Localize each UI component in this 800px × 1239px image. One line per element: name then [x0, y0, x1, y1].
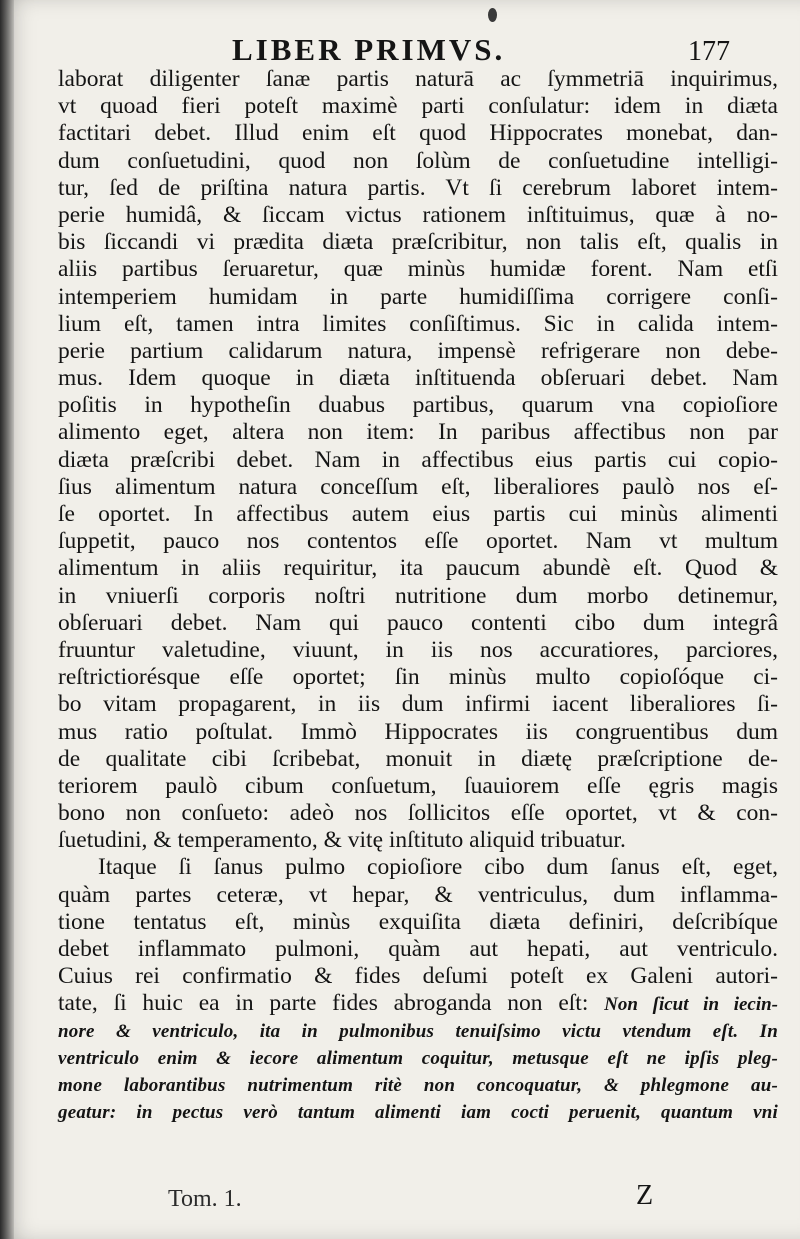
page-footer — [0, 1180, 800, 1230]
text-line: aliis partibus ſeruaretur, quæ minùs humidæ forent. Nam etſi — [58, 256, 778, 283]
text-line: ſius alimentum natura conceſſum eſt, liberaliores paulò nos eſ- — [58, 473, 778, 500]
quote-line: nore & ventriculo, ita in pulmonibus tenuiſsimo victu vtendum eſt. In — [58, 1020, 778, 1042]
text-line: alimento eget, altera non item: In paribus affectibus non par — [58, 419, 778, 446]
text-line: reſtrictiorésque eſſe oportet; ſin minùs multo copioſóque ci- — [58, 664, 778, 691]
text-line: obſeruari debet. Nam qui pauco contenti cibo dum integrâ — [58, 609, 778, 636]
text-line: Cuius rei confirmatio & fides deſumi poteſt ex Galeni autori- — [58, 963, 778, 990]
text-line: lium eſt, tamen intra limites conſiſtimus. Sic in calida intem- — [58, 310, 778, 337]
running-title: LIBER PRIMVS. — [232, 32, 506, 67]
text-line: mus ratio poſtulat. Immò Hippocrates iis congruentibus dum — [58, 718, 778, 745]
text-line: ſe oportet. In affectibus autem eius partis cui minùs alimenti — [58, 501, 778, 527]
text-line: bono non conſueto: adeò nos ſollicitos eſſe oportet, vt & con- — [58, 800, 778, 827]
text-line: bo vitam propagarent, in iis dum infirmi iacent liberaliores ſi- — [58, 691, 778, 718]
text-line: alimentum in aliis requiritur, ita paucum abundè eſt. Quod & — [58, 555, 778, 582]
text-line: laborat diligenter ſanæ partis naturā ac ſymmetriā inquirimus, — [58, 66, 778, 92]
text-line: bis ſiccandi vi prædita diæta præſcribitur, non talis eſt, qualis in — [58, 229, 778, 256]
quote-start: Non ſicut in iecin- — [604, 994, 779, 1016]
text-line: de qualitate cibi ſcribebat, monuit in diætę præſcriptione de- — [58, 745, 778, 772]
text-line: perie humidâ, & ſiccam victus rationem inſtituimus, quæ à no- — [58, 201, 778, 228]
text-line: dum conſuetudini, quod non ſolùm de conſuetudine intelligi- — [58, 147, 778, 174]
quote-line: ventriculo enim & iecore alimentum coquitur, metusque eſt ne ipſis pleg- — [58, 1047, 778, 1069]
text-line: intemperiem humidam in parte humidiſſima corrigere conſi- — [58, 283, 778, 310]
text-line: in vniuerſi corporis noſtri nutritione dum morbo detinemur, — [58, 582, 778, 609]
text-line: teriorem paulò cibum conſuetum, ſuauiorem eſſe ęgris magis — [58, 772, 778, 799]
page-number: 177 — [688, 36, 730, 67]
signature-mark: Z — [636, 1180, 654, 1211]
text-line: Itaque ſi ſanus pulmo copioſiore cibo dum ſanus eſt, eget, — [98, 854, 778, 881]
text-line: vt quoad fieri poteſt maximè parti conſulatur: idem in diæta — [58, 93, 778, 120]
text-line: mus. Idem quoque in diæta inſtituenda obſeruari debet. Nam — [58, 365, 778, 392]
text-segment: tate, ſi huic ea in parte fides abroganda non eſt: — [58, 990, 589, 1017]
text-line: poſitis in hypotheſin duabus partibus, quarum vna copioſiore — [58, 392, 778, 419]
ink-speck — [488, 8, 497, 22]
text-line: ſuetudini, & temperamento, & vitę inſtituto aliquid tribuatur. — [58, 827, 626, 854]
text-line: tione tentatus eſt, minùs exquiſita diæta definiri, deſcribíque — [58, 908, 778, 935]
text-line: ſuppetit, pauco nos contentos eſſe oportet. Nam vt multum — [58, 528, 778, 555]
text-line: diæta præſcribi debet. Nam in affectibus eius partis cui copio- — [58, 446, 778, 473]
quote-line: mone laborantibus nutrimentum ritè non concoquatur, & phlegmone au- — [58, 1074, 778, 1096]
text-line: factitari debet. Illud enim eſt quod Hippocrates monebat, dan- — [58, 120, 778, 147]
text-line: quàm partes ceteræ, vt hepar, & ventriculus, dum inflamma- — [58, 881, 778, 908]
text-line-with-quote — [58, 990, 778, 1017]
page-gutter-shadow — [0, 0, 14, 1239]
text-line: debet inflammato pulmoni, quàm aut hepati, aut ventriculo. — [58, 936, 778, 962]
text-line: tur, ſed de priſtina natura partis. Vt ſi cerebrum laboret intem- — [58, 174, 778, 201]
text-line: fruuntur valetudine, viuunt, in iis nos accuratiores, parciores, — [58, 636, 778, 663]
text-line: perie partium calidarum natura, impensè refrigerare non debe- — [58, 337, 778, 364]
page-header — [0, 26, 800, 70]
body-text — [58, 66, 778, 1126]
volume-mark: Tom. 1. — [168, 1186, 242, 1212]
quote-line: geatur: in pectus verò tantum alimenti iam cocti peruenit, quantum vni — [58, 1102, 778, 1124]
